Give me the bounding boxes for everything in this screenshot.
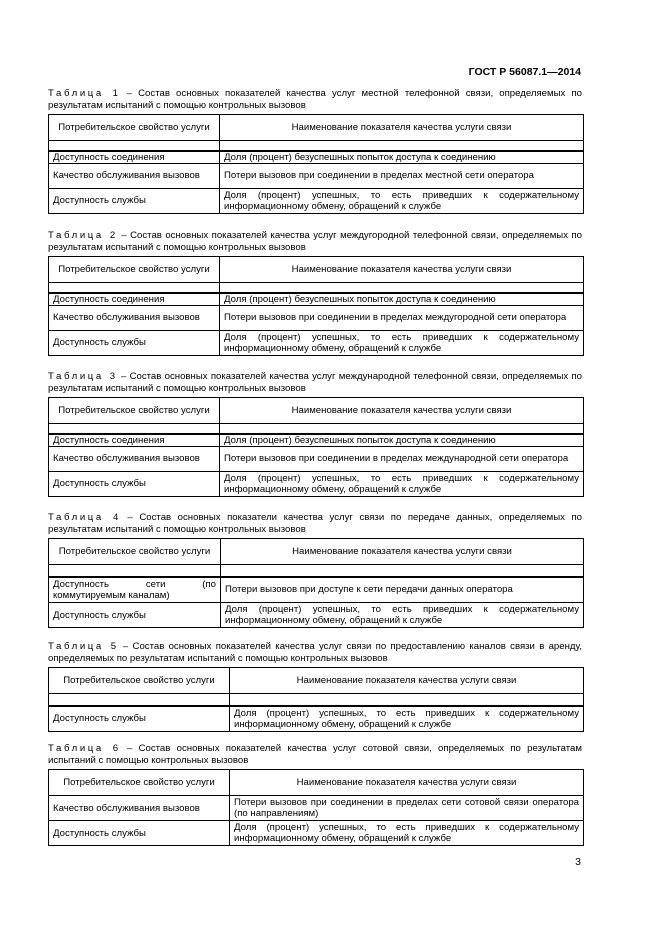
table-6-number: Таблица 6 (48, 743, 121, 754)
table-3-col2-header: Наименование показателя качества услуги связи (220, 398, 584, 424)
table-row-cell: Доступность соединения (49, 151, 220, 164)
table-4-col2-header: Наименование показателя качества услуги связи (221, 539, 584, 565)
table-1-number: Таблица 1 (48, 88, 121, 99)
table-row-cell: Потери вызовов при соединении в пределах междугородной сети оператора (220, 305, 584, 330)
table-row-cell: Доля (процент) успешных, то есть приведших к содержательному информационному обмену, обращений к службе (220, 330, 584, 355)
table-4-title: – Состав основных показатели качества услуг связи по передаче данных, определяемых по результатам испытаний с помощью контрольных вызовов (48, 512, 582, 535)
table-row-cell: Доступность сети (по коммутируемым каналам) (49, 577, 221, 603)
table-3-caption (48, 371, 582, 394)
table-4-col1-header: Потребительское свойство услуги (49, 539, 221, 565)
table-2-empty-cell (49, 283, 220, 293)
table-3-empty-cell (49, 424, 220, 434)
table-row-cell: Доля (процент) безуспешных попыток доступа к соединению (220, 151, 584, 164)
table-4 (48, 538, 584, 628)
table-row-cell: Качество обслуживания вызовов (49, 305, 220, 330)
table-row-cell: Доступность службы (49, 706, 230, 732)
table-3-empty-cell (220, 424, 584, 434)
table-1-title: – Состав основных показателей качества услуг местной телефонной связи, определяемых по результатам испытаний с помощью контрольных вызовов (48, 88, 582, 111)
table-4-caption (48, 512, 582, 535)
table-4-empty-cell (49, 565, 221, 577)
table-5-caption (48, 641, 582, 664)
table-2-col1-header: Потребительское свойство услуги (49, 257, 220, 283)
table-5-number: Таблица 5 (48, 641, 119, 652)
table-row-cell: Качество обслуживания вызовов (49, 446, 220, 471)
table-row-cell: Доля (процент) успешных, то есть приведших к содержательному информационному обмену, обращений к службе (230, 821, 584, 846)
table-4-number: Таблица 4 (48, 512, 121, 523)
table-1-empty-cell (49, 141, 220, 151)
document-id: ГОСТ Р 56087.1—2014 (468, 66, 581, 78)
table-3-title: – Состав основных показателей качества услуг международной телефонной связи, определяемых по результатам испытаний с помощью контрольных вызовов (48, 371, 582, 394)
table-3 (48, 397, 584, 497)
table-row-cell: Качество обслуживания вызовов (49, 163, 220, 188)
table-4-empty-cell (221, 565, 584, 577)
table-6 (48, 769, 584, 846)
table-row-cell: Потери вызовов при доступе к сети передачи данных оператора (221, 577, 584, 603)
table-row-cell: Доступность соединения (49, 293, 220, 306)
table-2 (48, 256, 584, 356)
table-1-col2-header: Наименование показателя качества услуги связи (220, 115, 584, 141)
table-2-number: Таблица 2 (48, 230, 118, 241)
table-row-cell: Доступность службы (49, 188, 220, 213)
table-6-col1-header: Потребительское свойство услуги (49, 770, 230, 796)
table-2-title: – Состав основных показателей качества услуг междугородной телефонной связи, определяемых по результатам испытаний с помощью контрольных вызовов (48, 230, 582, 253)
table-2-caption (48, 230, 582, 253)
table-row-cell: Доступность службы (49, 821, 230, 846)
table-6-caption (48, 743, 582, 766)
table-row-cell: Доля (процент) безуспешных попыток доступа к соединению (220, 434, 584, 447)
table-row-cell: Доля (процент) успешных, то есть приведших к содержательному информационному обмену, обращений к службе (221, 603, 584, 628)
table-row-cell: Доля (процент) успешных, то есть приведших к содержательному информационному обмену, обращений к службе (220, 471, 584, 496)
table-row-cell: Доля (процент) безуспешных попыток доступа к соединению (220, 293, 584, 306)
table-1-col1-header: Потребительское свойство услуги (49, 115, 220, 141)
table-3-number: Таблица 3 (48, 371, 118, 382)
table-2-col2-header: Наименование показателя качества услуги связи (220, 257, 584, 283)
table-1-caption (48, 88, 582, 111)
table-row-cell: Доступность службы (49, 330, 220, 355)
table-row-cell: Доля (процент) успешных, то есть приведших к содержательному информационному обмену, обращений к службе (230, 706, 584, 732)
table-row-cell: Потери вызовов при соединении в пределах международной сети оператора (220, 446, 584, 471)
table-5 (48, 667, 584, 732)
table-1-empty-cell (220, 141, 584, 151)
table-6-col2-header: Наименование показателя качества услуги связи (230, 770, 584, 796)
table-1 (48, 114, 584, 214)
table-row-cell: Качество обслуживания вызовов (49, 796, 230, 821)
table-3-col1-header: Потребительское свойство услуги (49, 398, 220, 424)
table-5-empty-cell (49, 694, 230, 706)
table-5-col2-header: Наименование показателя качества услуги связи (230, 668, 584, 694)
table-5-empty-cell (230, 694, 584, 706)
table-2-empty-cell (220, 283, 584, 293)
table-row-cell: Доля (процент) успешных, то есть приведших к содержательному информационному обмену, обращений к службе (220, 188, 584, 213)
table-row-cell: Доступность службы (49, 603, 221, 628)
table-row-cell: Потери вызовов при соединении в пределах местной сети оператора (220, 163, 584, 188)
table-5-title: – Состав основных показателей качества услуг связи по предоставлению каналов связи в аренду, определяемых по результатам испытаний с помощью контрольных вызовов (48, 641, 582, 664)
table-row-cell: Потери вызовов при соединении в пределах сети сотовой связи оператора (по направлениям) (230, 796, 584, 821)
table-5-col1-header: Потребительское свойство услуги (49, 668, 230, 694)
page-number: 3 (575, 856, 581, 868)
table-row-cell: Доступность службы (49, 471, 220, 496)
table-row-cell: Доступность соединения (49, 434, 220, 447)
table-6-title: – Состав основных показателей качества услуг сотовой связи, определяемых по результатам испытаний с помощью контрольных вызовов (48, 743, 582, 766)
